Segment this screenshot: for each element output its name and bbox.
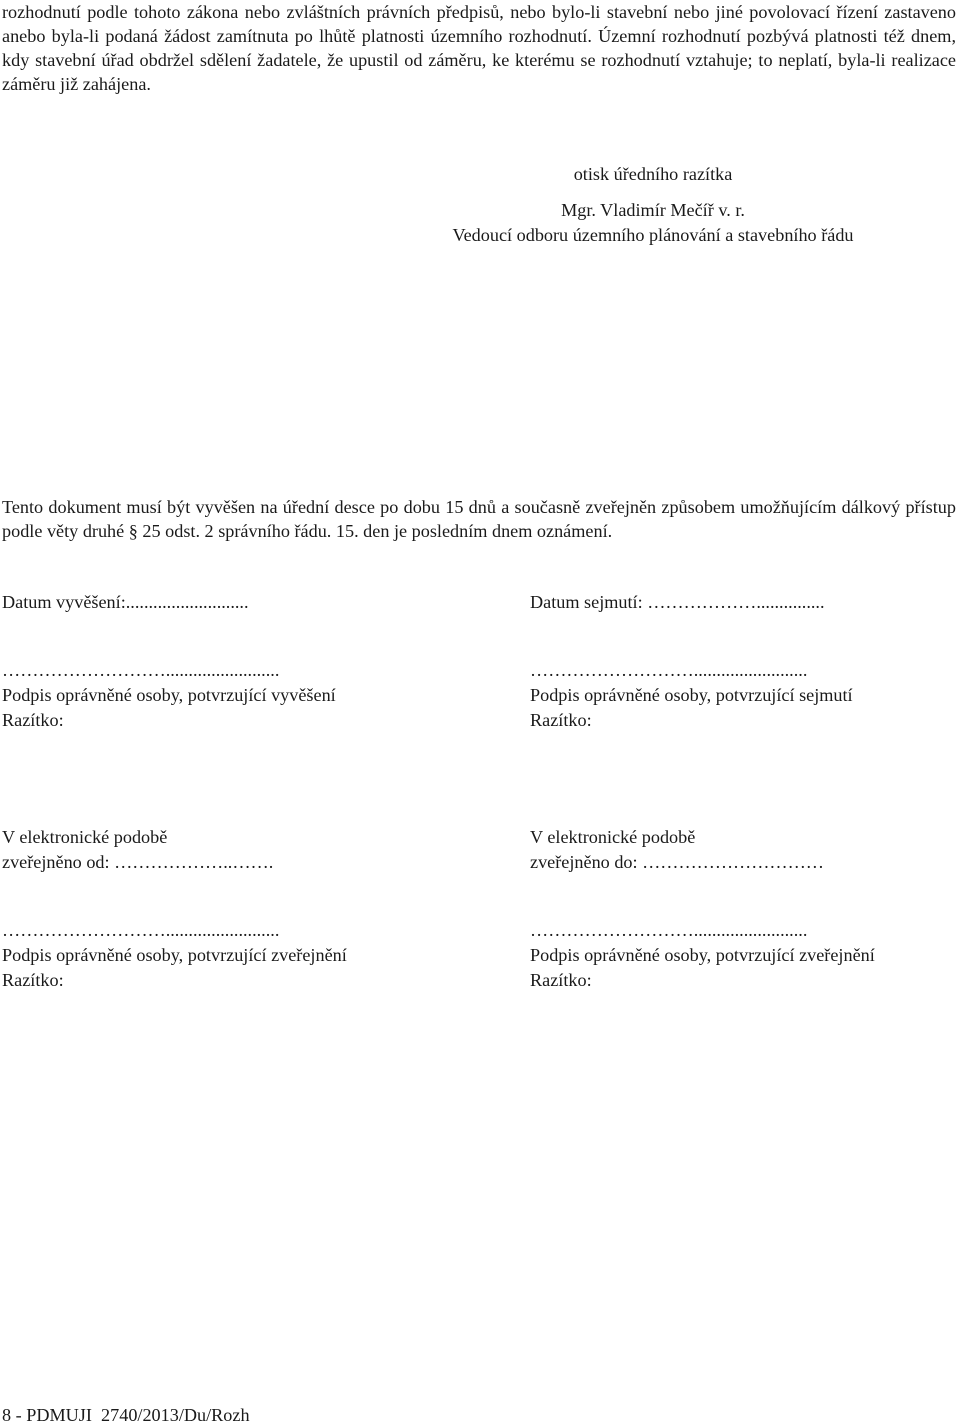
page-footer <box>2 1404 250 1426</box>
stamp-note: otisk úředního razítka <box>573 164 733 184</box>
posting-sign-left <box>2 658 336 733</box>
electronic-sign-left <box>2 918 347 993</box>
electronic-form-label: V elektronické podobě <box>530 827 696 847</box>
signature-caption: Podpis oprávněné osoby, potvrzující vyvěšení <box>2 685 336 705</box>
signatory-name: Mgr. Vladimír Mečíř v. r. <box>561 200 745 220</box>
signature-caption: Podpis oprávněné osoby, potvrzující zveřejnění <box>530 945 875 965</box>
posting-date-right <box>530 590 825 615</box>
published-from-label: zveřejněno od: ………………..……. <box>2 852 274 872</box>
signatory-role: Vedoucí odboru územního plánování a stavebního řádu <box>452 225 854 245</box>
page-number: 8 - PDMUJI <box>2 1405 92 1425</box>
stamp-label: Razítko: <box>530 710 592 730</box>
signature-line: ………………………......................... <box>2 660 280 680</box>
stamp-label: Razítko: <box>2 970 64 990</box>
electronic-sign-right <box>530 918 875 993</box>
signature-line: ………………………......................... <box>530 920 808 940</box>
signature-line: ………………………......................... <box>2 920 280 940</box>
signature-line: ………………………......................... <box>530 660 808 680</box>
intro-paragraph: rozhodnutí podle tohoto zákona nebo zvláštních právních předpisů, nebo bylo-li stavební nebo jiné povolovací řízení zastaveno anebo byla-li podaná žádost zamítnuta po lhůtě platnosti územního rozhodnutí. Územní rozhodnutí pozbývá platnosti též dnem, kdy stavební úřad obdržel sdělení žadatele, že upustil od záměru, ke kterému se rozhodnutí vztahuje; to neplatí, byla-li realizace záměru již zahájena. <box>2 2 956 94</box>
posting-sign-right <box>530 658 853 733</box>
removal-date-label: Datum sejmutí: ………………............... <box>530 592 825 612</box>
electronic-from <box>2 825 273 875</box>
electronic-form-label: V elektronické podobě <box>2 827 168 847</box>
electronic-to <box>530 825 824 875</box>
notice-paragraph: Tento dokument musí být vyvěšen na úřední desce po dobu 15 dnů a současně zveřejněn způsobem umožňujícím dálkový přístup podle věty druhé § 25 odst. 2 správního řádu. 15. den je posledním dnem oznámení. <box>2 497 956 541</box>
stamp-label: Razítko: <box>2 710 64 730</box>
posting-date-label: Datum vyvěšení:........................... <box>2 592 249 612</box>
document-reference: 2740/2013/Du/Rozh <box>101 1405 250 1425</box>
posting-date-left <box>2 590 249 615</box>
published-to-label: zveřejněno do: ………………………… <box>530 852 824 872</box>
signature-block <box>418 162 888 248</box>
signature-caption: Podpis oprávněné osoby, potvrzující sejmutí <box>530 685 853 705</box>
stamp-label: Razítko: <box>530 970 592 990</box>
signature-caption: Podpis oprávněné osoby, potvrzující zveřejnění <box>2 945 347 965</box>
